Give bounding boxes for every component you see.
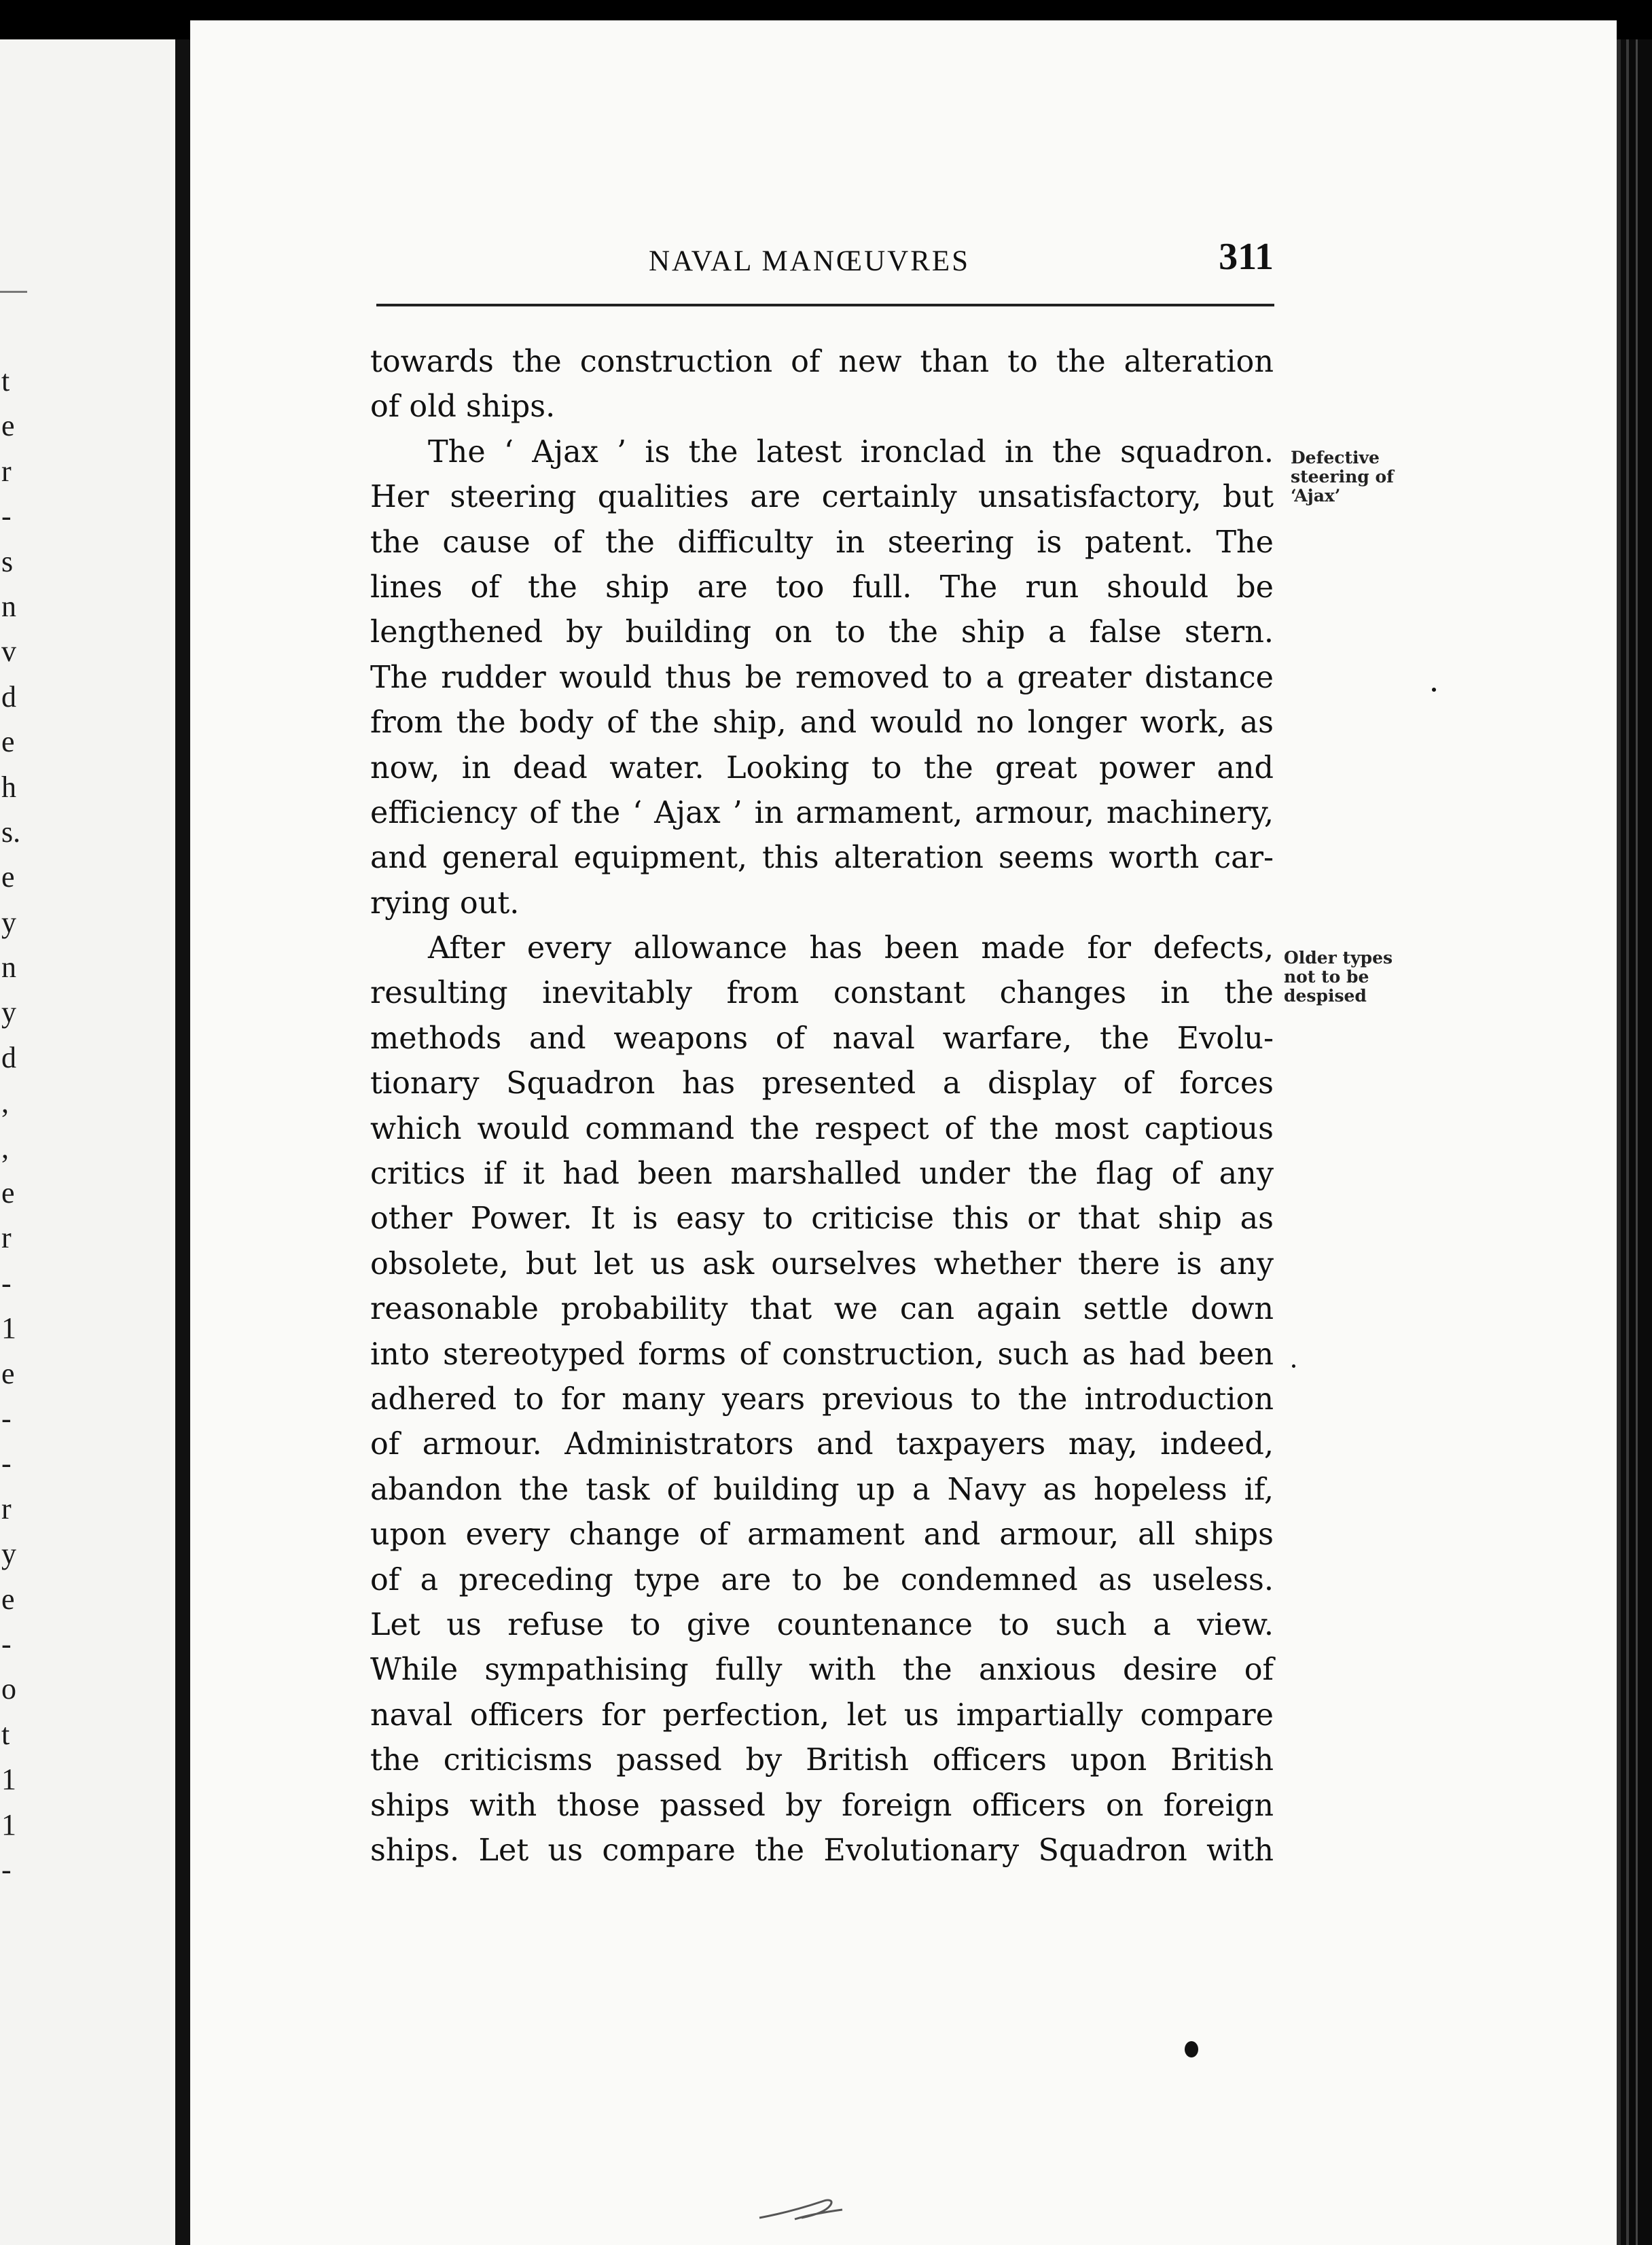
facing-page-glyph: , bbox=[1, 1131, 9, 1165]
marginal-note-line: not to be bbox=[1284, 967, 1369, 987]
text-line: While sympathising fully with the anxious desire of bbox=[370, 1652, 1274, 1688]
text-line: adhered to for many years previous to the introduction bbox=[370, 1381, 1274, 1417]
marginal-note-older-types bbox=[1284, 949, 1420, 1006]
facing-page-glyph: r bbox=[1, 1221, 12, 1255]
facing-page-glyph: r bbox=[1, 454, 12, 488]
marginal-note-line: despised bbox=[1284, 986, 1367, 1006]
facing-page-glyph: s. bbox=[1, 815, 21, 849]
facing-page-glyph: 1 bbox=[1, 1807, 16, 1841]
text-line: lengthened by building on to the ship a false stern. bbox=[370, 615, 1274, 650]
text-line: Let us refuse to give countenance to such a view. bbox=[370, 1607, 1274, 1642]
text-line: efficiency of the ‘ Ajax ’ in armament, armour, machinery, bbox=[370, 795, 1274, 830]
text-line: abandon the task of building up a Navy as hopeless if, bbox=[370, 1472, 1274, 1507]
text-line: of armour. Administrators and taxpayers may, indeed, bbox=[370, 1427, 1274, 1462]
facing-page-glyph: n bbox=[1, 589, 16, 623]
facing-page-glyph: - bbox=[1, 1266, 12, 1300]
facing-page-glyph: , bbox=[1, 1086, 9, 1120]
facing-page-glyph: t bbox=[1, 364, 10, 397]
text-line: naval officers for perfection, let us impartially compare bbox=[370, 1697, 1274, 1733]
book-gutter bbox=[175, 39, 190, 2245]
text-line: upon every change of armament and armour, all ships bbox=[370, 1517, 1274, 1553]
text-line: reasonable probability that we can again settle down bbox=[370, 1292, 1274, 1327]
facing-page-glyph: y bbox=[1, 995, 16, 1029]
body-text bbox=[370, 340, 1274, 1873]
text-line: now, in dead water. Looking to the great power and bbox=[370, 750, 1274, 785]
facing-page-glyph: s bbox=[1, 544, 14, 578]
facing-page-glyph: d bbox=[1, 1040, 16, 1074]
text-line: methods and weapons of naval warfare, the Evolu- bbox=[370, 1021, 1274, 1056]
facing-page-glyph: t bbox=[1, 1717, 10, 1751]
pencil-mark bbox=[754, 2195, 856, 2222]
facing-page-glyph: e bbox=[1, 1582, 15, 1616]
text-line: of old ships. bbox=[370, 389, 556, 425]
facing-page-glyph: e bbox=[1, 860, 15, 894]
text-line: The rudder would thus be removed to a greater distance bbox=[370, 660, 1274, 695]
text-line: and general equipment, this alteration seems worth car- bbox=[370, 841, 1274, 876]
marginal-note-line: Older types bbox=[1284, 948, 1393, 968]
facing-page-glyph: - bbox=[1, 499, 12, 533]
marginal-note-defective-steering bbox=[1291, 448, 1426, 506]
header-rule bbox=[376, 304, 1274, 306]
page-header bbox=[649, 238, 1274, 292]
text-line: the criticisms passed by British officers upon British bbox=[370, 1743, 1274, 1778]
ink-speck bbox=[1432, 688, 1436, 692]
facing-page-glyph: e bbox=[1, 1356, 15, 1390]
facing-page-glyph: h bbox=[1, 770, 16, 804]
text-line: tionary Squadron has presented a display of forces bbox=[370, 1066, 1274, 1101]
text-line: from the body of the ship, and would no longer work, as bbox=[370, 705, 1274, 741]
text-line: of a preceding type are to be condemned as useless. bbox=[370, 1562, 1274, 1597]
facing-page-glyph: e bbox=[1, 1176, 15, 1210]
facing-page-glyph: - bbox=[1, 1401, 12, 1435]
facing-page-glyph: - bbox=[1, 1627, 12, 1661]
text-line: ships. Let us compare the Evolutionary Squadron with bbox=[370, 1833, 1274, 1868]
facing-page-glyph: 1 bbox=[1, 1311, 16, 1345]
facing-page-edge bbox=[0, 39, 175, 2245]
text-line: ships with those passed by foreign officers on foreign bbox=[370, 1788, 1274, 1823]
running-head: NAVAL MANŒUVRES bbox=[649, 245, 971, 277]
text-line: lines of the ship are too full. The run should be bbox=[370, 569, 1274, 605]
facing-page-glyph: v bbox=[1, 635, 16, 669]
text-line: other Power. It is easy to criticise this or that ship as bbox=[370, 1201, 1274, 1237]
ink-speck bbox=[1185, 2041, 1198, 2057]
text-line: into stereotyped forms of construction, such as had been bbox=[370, 1337, 1274, 1372]
marginal-note-line: Defective bbox=[1291, 448, 1380, 467]
text-line: obsolete, but let us ask ourselves whether there is any bbox=[370, 1246, 1274, 1281]
facing-page-glyph: e bbox=[1, 725, 15, 759]
text-line: The ‘ Ajax ’ is the latest ironclad in the squadron. bbox=[428, 434, 1274, 470]
page-number: 311 bbox=[1219, 236, 1274, 278]
facing-page-rule bbox=[0, 291, 27, 293]
facing-page-glyph: - bbox=[1, 1852, 12, 1886]
marginal-note-line: ‘Ajax’ bbox=[1291, 486, 1341, 506]
text-line: Her steering qualities are certainly unsatisfactory, but bbox=[370, 480, 1274, 515]
facing-page-glyph: d bbox=[1, 679, 16, 713]
text-line: resulting inevitably from constant changes in the bbox=[370, 976, 1274, 1011]
text-line: rying out. bbox=[370, 885, 520, 921]
page-stack-edge bbox=[1617, 39, 1652, 2245]
text-line: which would command the respect of the most captious bbox=[370, 1111, 1274, 1146]
facing-page-glyph: - bbox=[1, 1447, 12, 1481]
ink-speck bbox=[1292, 1364, 1295, 1368]
facing-page-glyph: y bbox=[1, 1537, 16, 1571]
facing-page-glyph: o bbox=[1, 1672, 16, 1706]
facing-page-cropped-text bbox=[1, 359, 29, 1892]
text-line: towards the construction of new than to the alteration bbox=[370, 344, 1274, 379]
facing-page-glyph: n bbox=[1, 951, 16, 985]
facing-page-glyph: 1 bbox=[1, 1763, 16, 1797]
text-line: After every allowance has been made for defects, bbox=[428, 931, 1274, 966]
text-line: critics if it had been marshalled under the flag of any bbox=[370, 1156, 1274, 1192]
text-line: the cause of the difficulty in steering is patent. The bbox=[370, 525, 1274, 560]
facing-page-glyph: y bbox=[1, 905, 16, 939]
marginal-note-line: steering of bbox=[1291, 467, 1394, 487]
facing-page-glyph: e bbox=[1, 409, 15, 443]
facing-page-glyph: r bbox=[1, 1491, 12, 1525]
